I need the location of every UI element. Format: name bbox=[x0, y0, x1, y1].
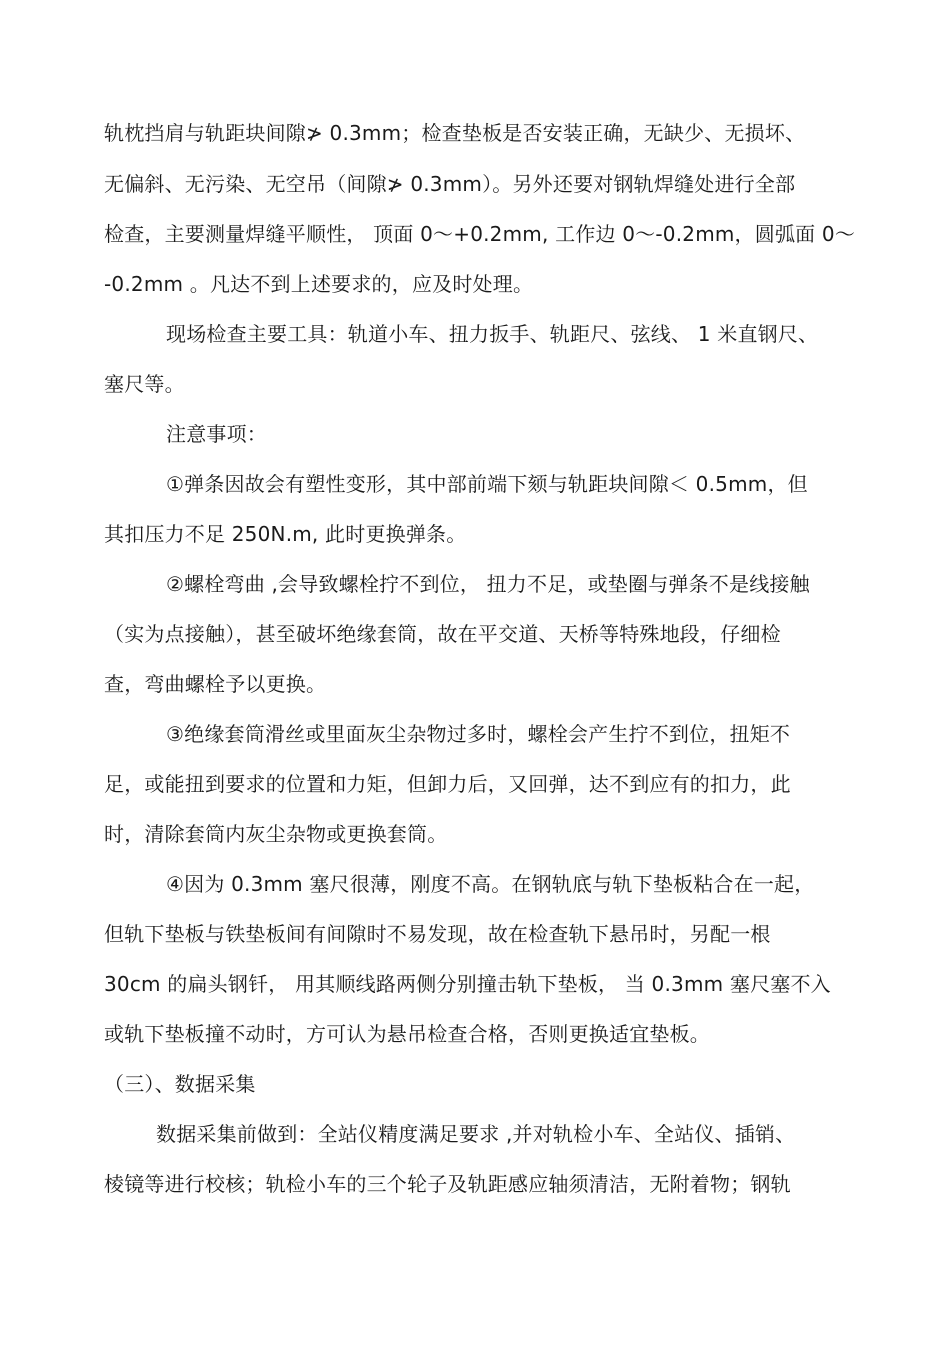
text-line-14: 足，或能扭到要求的位置和力矩，但卸力后，又回弹，达不到应有的扣力，此 bbox=[104, 772, 791, 796]
section-heading: （三）、数据采集 bbox=[104, 1072, 256, 1096]
text-line-3: 检查，主要测量焊缝平顺性， 顶面 0～+0.2mm, 工作边 0～-0.2mm，圆弧面 0～ bbox=[104, 222, 856, 246]
text-line-1: 轨枕挡肩与轨距块间隙≯ 0.3mm；检查垫板是否安装正确，无缺少、无损坏、 bbox=[104, 121, 806, 145]
text-line-13: ③绝缘套筒滑丝或里面灰尘杂物过多时，螺栓会产生拧不到位，扭矩不 bbox=[166, 722, 791, 746]
text-line-21: 数据采集前做到：全站仪精度满足要求 ,并对轨检小车、全站仪、插销、 bbox=[156, 1122, 796, 1146]
notes-heading: 注意事项： bbox=[166, 422, 267, 446]
text-line-4: -0.2mm 。凡达不到上述要求的，应及时处理。 bbox=[104, 272, 534, 296]
text-line-22: 棱镜等进行校核；轨检小车的三个轮子及轨距感应轴须清洁，无附着物；钢轨 bbox=[104, 1172, 791, 1196]
text-line-16: ④因为 0.3mm 塞尺很薄，刚度不高。在钢轨底与轨下垫板粘合在一起， bbox=[166, 872, 815, 896]
text-line-15: 时，清除套筒内灰尘杂物或更换套筒。 bbox=[104, 822, 448, 846]
text-line-12: 查，弯曲螺栓予以更换。 bbox=[104, 672, 327, 696]
text-line-6: 塞尺等。 bbox=[104, 372, 185, 396]
text-line-5: 现场检查主要工具：轨道小车、扭力扳手、轨距尺、弦线、 1 米直钢尺、 bbox=[166, 322, 819, 346]
text-line-2: 无偏斜、无污染、无空吊（间隙≯ 0.3mm）。另外还要对钢轨焊缝处进行全部 bbox=[104, 172, 796, 196]
text-line-10: ②螺栓弯曲 ,会导致螺栓拧不到位， 扭力不足，或垫圈与弹条不是线接触 bbox=[166, 572, 810, 596]
text-line-11: （实为点接触），甚至破坏绝缘套筒，故在平交道、天桥等特殊地段，仔细检 bbox=[104, 622, 781, 646]
text-line-18: 30cm 的扁头钢钎， 用其顺线路两侧分别撞击轨下垫板， 当 0.3mm 塞尺塞不入 bbox=[104, 972, 831, 996]
text-line-19: 或轨下垫板撞不动时，方可认为悬吊检查合格，否则更换适宜垫板。 bbox=[104, 1022, 710, 1046]
text-line-17: 但轨下垫板与铁垫板间有间隙时不易发现，故在检查轨下悬吊时，另配一根 bbox=[104, 922, 771, 946]
text-line-8: ①弹条因故会有塑性变形，其中部前端下颏与轨距块间隙＜ 0.5mm，但 bbox=[166, 472, 808, 496]
text-line-9: 其扣压力不足 250N.m, 此时更换弹条。 bbox=[104, 522, 467, 546]
